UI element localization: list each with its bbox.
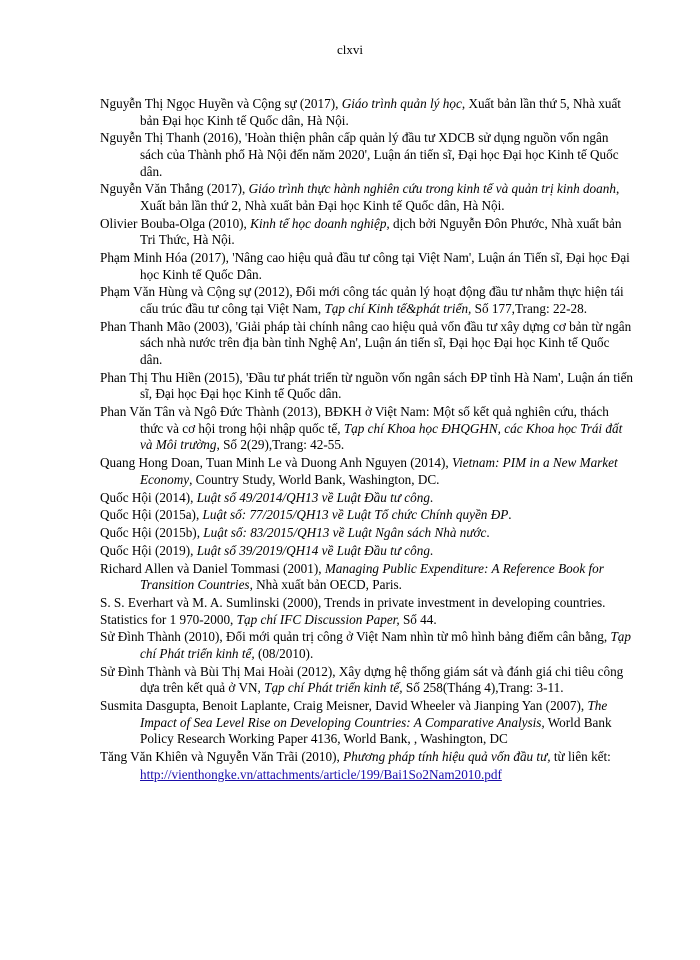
reference-entry: Phạm Văn Hùng và Cộng sự (2012), Đổi mới công tác quản lý hoạt động đầu tư nhằm thực hiện tái cấu trúc đầu tư công tại Việt Nam, Tạp chí Kinh tế&phát triển, Số 177,Trang: 22-28. [100,284,624,317]
reference-link[interactable]: http://vienthongke.vn/attachments/article/199/Bai1So2Nam2010.pdf [140,766,502,782]
reference-entry: Sử Đình Thành và Bùi Thị Mai Hoài (2012), Xây dựng hệ thống giám sát và đánh giá chi tiêu công dựa trên kết quả ở VN, Tạp chí Phát triển kinh tế, Số 258(Tháng 4),Trang: 3-11. [100,663,624,696]
reference-list [100,96,635,784]
reference-entry: Olivier Bouba-Olga (2010), Kinh tế học doanh nghiệp, dịch bởi Nguyễn Đôn Phước, Nhà xuất bản Tri Thức, Hà Nội. [100,215,622,248]
reference-entry: Sử Đình Thành (2010), Đổi mới quản trị công ở Việt Nam nhìn từ mô hình bảng điểm cân bằng, Tạp chí Phát triển kinh tế, (08/2010). [100,629,631,661]
reference-entry: Nguyễn Thị Thanh (2016), 'Hoàn thiện phân cấp quản lý đầu tư XDCB sử dụng nguồn vốn ngân sách của Thành phố Hà Nội đến năm 2020', Luận án tiến sĩ, Đại học Đại học Kinh tế Quốc dân. [100,130,619,179]
reference-entry: Quang Hong Doan, Tuan Minh Le và Duong Anh Nguyen (2014), Vietnam: PIM in a New Market Economy, Country Study, World Bank, Washington, DC. [100,455,618,487]
reference-entry: Richard Allen và Daniel Tommasi (2001), Managing Public Expenditure: A Reference Book for Transition Countries, Nhà xuất bản OECD, Paris. [100,560,604,593]
reference-entry: S. S. Everhart và M. A. Sumlinski (2000), Trends in private investment in developing countries. Statistics for 1 970-2000, Tạp chí IFC Discussion Paper, Số 44. [100,595,606,627]
page-number: clxvi [337,42,363,57]
reference-entry: Susmita Dasgupta, Benoit Laplante, Craig Meisner, David Wheeler và Jianping Yan (2007), The Impact of Sea Level Rise on Developing Countries: A Comparative Analysis, World Bank Policy Research Working Paper 4136, World Bank, , Washington, DC [100,698,612,747]
reference-entry: Quốc Hội (2014), Luật số 49/2014/QH13 về Luật Đầu tư công. [100,489,434,505]
reference-entry: Phan Thị Thu Hiền (2015), 'Đầu tư phát triển từ nguồn vốn ngân sách ĐP tỉnh Hà Nam', Luận án tiến sĩ, Đại học Đại học Kinh tế Quốc dân. [100,369,634,402]
reference-entry: Quốc Hội (2015a), Luật số: 77/2015/QH13 về Luật Tổ chức Chính quyền ĐP. [100,507,512,523]
reference-entry: Tăng Văn Khiên và Nguyễn Văn Trãi (2010), Phương pháp tính hiệu quả vốn đầu tư, từ liên kết: [100,749,611,765]
reference-entry: Quốc Hội (2015b), Luật số: 83/2015/QH13 về Luật Ngân sách Nhà nước. [100,525,490,541]
reference-entry: Phạm Minh Hóa (2017), 'Nâng cao hiệu quả đầu tư công tại Việt Nam', Luận án Tiến sĩ, Đại học Đại học Kinh tế Quốc Dân. [100,250,630,282]
reference-entry: Phan Văn Tân và Ngô Đức Thành (2013), BĐKH ở Việt Nam: Một số kết quả nghiên cứu, thách thức và cơ hội trong hội nhập quốc tế, Tạp chí Khoa học ĐHQGHN, các Khoa học Trái đất và Môi trường, Số 2(29),Trang: 42-55. [100,404,623,453]
reference-entry: Nguyễn Thị Ngọc Huyền và Cộng sự (2017), Giáo trình quản lý học, Xuất bản lần thứ 5, Nhà xuất bản Đại học Kinh tế Quốc dân, Hà Nội. [100,96,621,128]
reference-entry: Nguyễn Văn Thắng (2017), Giáo trình thực hành nghiên cứu trong kinh tế và quản trị kinh doanh, Xuất bản lần thứ 2, Nhà xuất bản Đại học Kinh tế Quốc dân, Hà Nội. [100,181,620,213]
reference-entry: Quốc Hội (2019), Luật số 39/2019/QH14 về Luật Đầu tư công. [100,542,434,558]
reference-entry: Phan Thanh Mão (2003), 'Giải pháp tài chính nâng cao hiệu quả vốn đầu tư xây dựng cơ bản từ ngân sách nhà nước trên địa bàn tỉnh Nghệ An', Luận án tiến sĩ, Đại học Đại học Kinh tế Quốc dân. [100,318,632,368]
